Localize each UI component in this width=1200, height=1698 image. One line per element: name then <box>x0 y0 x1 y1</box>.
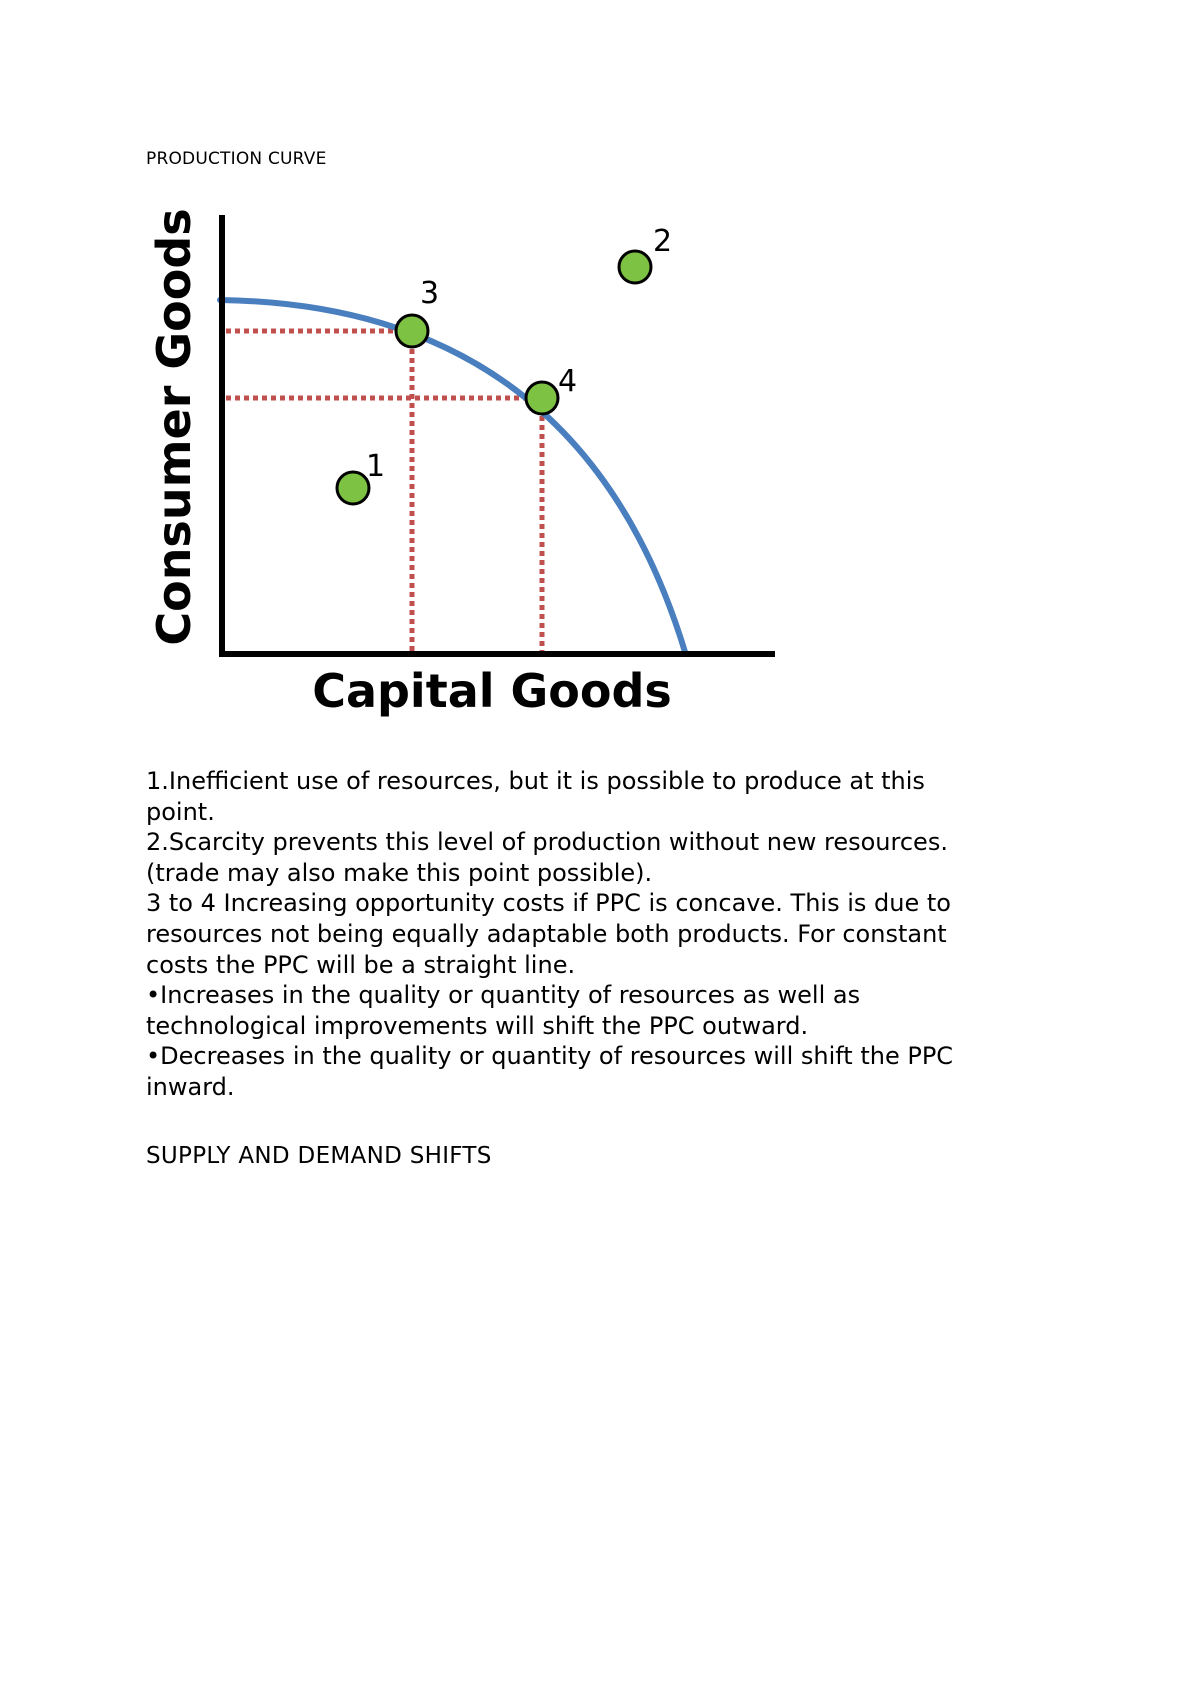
point-label-4: 4 <box>558 364 578 399</box>
text-line: 3 to 4 Increasing opportunity costs if PPC is concave. This is due to <box>146 889 951 918</box>
document-title: PRODUCTION CURVE <box>146 149 327 169</box>
x-axis-label: Capital Goods <box>312 664 672 718</box>
y-axis-label: Consumer Goods <box>147 208 201 646</box>
ppc-curve <box>220 300 685 652</box>
ppc-figure <box>140 205 790 735</box>
ppc-chart <box>140 205 790 735</box>
text-line: 2.Scarcity prevents this level of production without new resources. <box>146 828 948 857</box>
text-line: •Increases in the quality or quantity of resources as well as <box>146 981 861 1010</box>
text-line: 1.Inefficient use of resources, but it is possible to produce at this <box>146 767 925 795</box>
point-label-3: 3 <box>420 276 440 311</box>
point-label-2: 2 <box>653 224 673 259</box>
explanation-text <box>146 766 1076 1103</box>
text-line: (trade may also make this point possible). <box>146 858 653 887</box>
text-line: •Decreases in the quality or quantity of resources will shift the PPC <box>146 1042 954 1071</box>
point-3 <box>396 315 428 347</box>
point-1 <box>337 472 369 504</box>
guide-lines <box>226 331 542 652</box>
point-2 <box>619 251 651 283</box>
point-4 <box>526 382 558 414</box>
text-line: costs the PPC will be a straight line. <box>146 950 576 979</box>
text-line: point. <box>146 797 215 826</box>
text-line: resources not being equally adaptable both products. For constant <box>146 919 947 948</box>
point-label-1: 1 <box>366 449 386 484</box>
text-line: inward. <box>146 1072 235 1101</box>
section-heading: SUPPLY AND DEMAND SHIFTS <box>146 1143 492 1169</box>
text-line: technological improvements will shift the PPC outward. <box>146 1011 809 1040</box>
